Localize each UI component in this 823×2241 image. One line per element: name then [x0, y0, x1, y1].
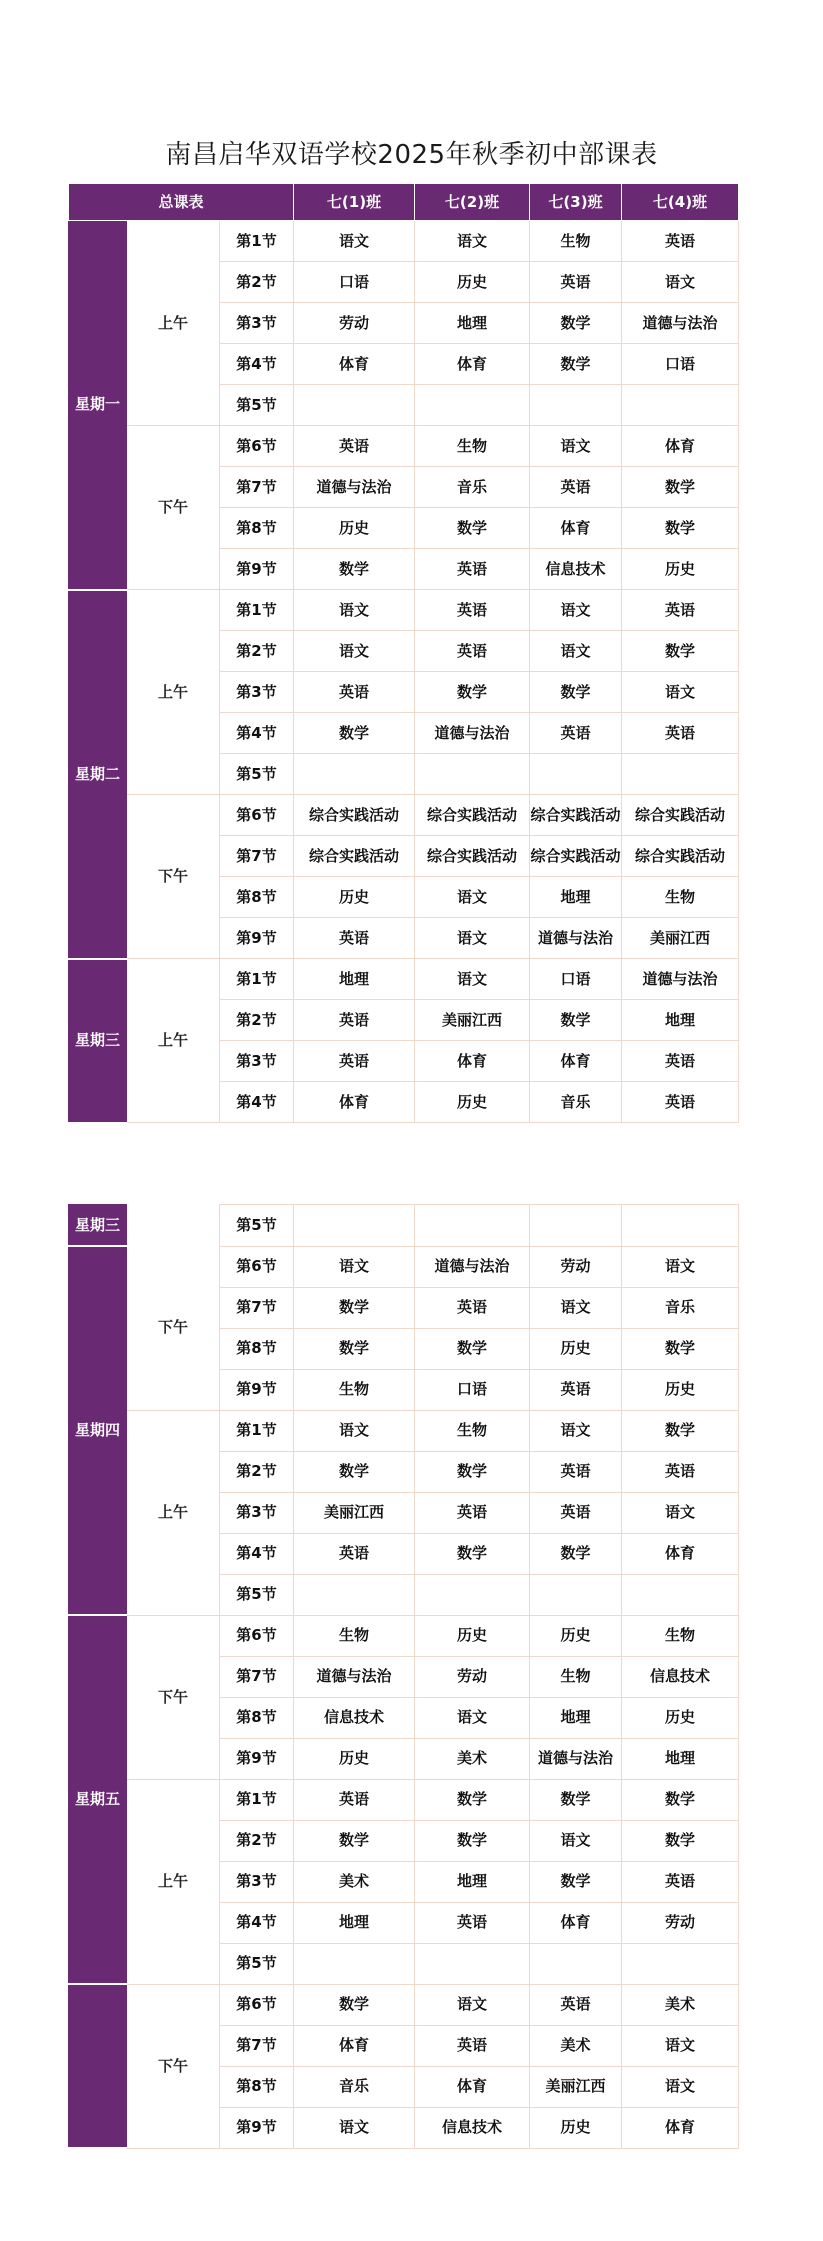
course-cell: 英语	[294, 426, 415, 467]
course-cell: 信息技术	[622, 1656, 739, 1697]
day-label	[69, 1984, 127, 2148]
course-cell: 综合实践活动	[415, 836, 530, 877]
period-label: 第6节	[220, 1984, 294, 2025]
course-cell: 地理	[530, 877, 622, 918]
course-cell: 劳动	[622, 1902, 739, 1943]
course-cell: 音乐	[294, 2066, 415, 2107]
course-cell	[530, 385, 622, 426]
session-label: 下午	[127, 1246, 220, 1410]
period-label: 第3节	[220, 672, 294, 713]
course-cell: 体育	[294, 1082, 415, 1123]
course-cell: 历史	[294, 508, 415, 549]
period-label: 第2节	[220, 1820, 294, 1861]
session-label: 上午	[127, 1779, 220, 1984]
course-cell: 数学	[415, 1328, 530, 1369]
course-cell: 道德与法治	[415, 1246, 530, 1287]
course-cell: 音乐	[415, 467, 530, 508]
course-cell: 数学	[530, 1000, 622, 1041]
table-row	[69, 1246, 739, 1287]
course-cell	[294, 1574, 415, 1615]
header-corner: 总课表	[69, 184, 294, 221]
course-cell: 语文	[294, 1246, 415, 1287]
course-cell: 劳动	[415, 1656, 530, 1697]
course-cell: 体育	[294, 2025, 415, 2066]
table-row	[69, 795, 739, 836]
course-cell: 英语	[622, 221, 739, 262]
table-row	[69, 426, 739, 467]
course-cell: 数学	[622, 1779, 739, 1820]
day-label: 星期五	[69, 1615, 127, 1984]
course-cell: 语文	[530, 1820, 622, 1861]
course-cell: 生物	[415, 1410, 530, 1451]
course-cell: 英语	[622, 1041, 739, 1082]
course-cell: 美术	[294, 1861, 415, 1902]
period-label: 第8节	[220, 877, 294, 918]
course-cell: 口语	[622, 344, 739, 385]
course-cell: 地理	[622, 1738, 739, 1779]
course-cell: 美术	[530, 2025, 622, 2066]
table-row	[69, 959, 739, 1000]
course-cell: 语文	[415, 918, 530, 959]
course-cell: 语文	[415, 877, 530, 918]
course-cell: 英语	[294, 1533, 415, 1574]
course-cell: 道德与法治	[294, 467, 415, 508]
course-cell: 语文	[622, 1246, 739, 1287]
period-label: 第5节	[220, 385, 294, 426]
course-cell	[415, 385, 530, 426]
course-cell: 道德与法治	[530, 918, 622, 959]
period-label: 第3节	[220, 1861, 294, 1902]
period-label: 第3节	[220, 303, 294, 344]
course-cell: 英语	[622, 1082, 739, 1123]
course-cell: 数学	[294, 549, 415, 590]
period-label: 第8节	[220, 1697, 294, 1738]
timetable-part-1	[68, 183, 739, 1124]
course-cell: 英语	[622, 1861, 739, 1902]
course-cell: 历史	[415, 1615, 530, 1656]
course-cell: 数学	[415, 1820, 530, 1861]
day-label: 星期三	[69, 959, 127, 1123]
course-cell: 数学	[622, 1410, 739, 1451]
course-cell: 综合实践活动	[294, 836, 415, 877]
course-cell: 劳动	[294, 303, 415, 344]
course-cell	[622, 1574, 739, 1615]
course-cell: 英语	[415, 590, 530, 631]
period-label: 第1节	[220, 221, 294, 262]
course-cell: 地理	[622, 1000, 739, 1041]
class-header: 七(2)班	[415, 184, 530, 221]
course-cell: 英语	[294, 1041, 415, 1082]
course-cell: 数学	[294, 1451, 415, 1492]
course-cell: 英语	[530, 1984, 622, 2025]
period-label: 第4节	[220, 1533, 294, 1574]
table-row	[69, 1615, 739, 1656]
course-cell	[294, 1943, 415, 1984]
session-label: 下午	[127, 1615, 220, 1779]
course-cell: 美丽江西	[294, 1492, 415, 1533]
class-header: 七(4)班	[622, 184, 739, 221]
period-label: 第3节	[220, 1492, 294, 1533]
class-header: 七(3)班	[530, 184, 622, 221]
period-label: 第7节	[220, 467, 294, 508]
course-cell: 体育	[530, 1041, 622, 1082]
course-cell	[622, 1943, 739, 1984]
session-label: 上午	[127, 590, 220, 795]
course-cell: 道德与法治	[415, 713, 530, 754]
course-cell: 历史	[622, 1369, 739, 1410]
course-cell: 语文	[530, 426, 622, 467]
period-label: 第2节	[220, 262, 294, 303]
course-cell: 英语	[294, 1000, 415, 1041]
course-cell: 数学	[622, 1328, 739, 1369]
course-cell	[622, 754, 739, 795]
course-cell: 美丽江西	[622, 918, 739, 959]
timetable-part-2	[68, 1204, 739, 2149]
day-label: 星期二	[69, 590, 127, 959]
course-cell: 生物	[530, 1656, 622, 1697]
course-cell: 语文	[415, 1697, 530, 1738]
course-cell: 数学	[415, 672, 530, 713]
course-cell: 数学	[294, 1984, 415, 2025]
course-cell: 综合实践活动	[530, 795, 622, 836]
period-label: 第9节	[220, 1738, 294, 1779]
table-row	[69, 1984, 739, 2025]
course-cell: 历史	[530, 1615, 622, 1656]
table-row	[69, 590, 739, 631]
course-cell: 口语	[294, 262, 415, 303]
course-cell: 数学	[294, 1328, 415, 1369]
course-cell: 综合实践活动	[530, 836, 622, 877]
course-cell: 体育	[530, 508, 622, 549]
course-cell	[530, 1205, 622, 1247]
course-cell: 地理	[294, 1902, 415, 1943]
course-cell: 语文	[294, 1410, 415, 1451]
course-cell: 语文	[622, 2025, 739, 2066]
table-row	[69, 1410, 739, 1451]
course-cell: 体育	[415, 1041, 530, 1082]
course-cell: 口语	[530, 959, 622, 1000]
course-cell: 综合实践活动	[294, 795, 415, 836]
course-cell: 英语	[415, 1287, 530, 1328]
course-cell: 信息技术	[415, 2107, 530, 2148]
course-cell: 综合实践活动	[415, 795, 530, 836]
course-cell	[294, 385, 415, 426]
course-cell: 数学	[415, 1451, 530, 1492]
course-cell	[294, 754, 415, 795]
table-row	[69, 221, 739, 262]
course-cell: 地理	[294, 959, 415, 1000]
course-cell: 数学	[294, 1820, 415, 1861]
period-label: 第5节	[220, 754, 294, 795]
course-cell: 美术	[415, 1738, 530, 1779]
course-cell: 语文	[622, 2066, 739, 2107]
course-cell: 语文	[294, 221, 415, 262]
period-label: 第7节	[220, 1287, 294, 1328]
session-label: 上午	[127, 1410, 220, 1615]
course-cell: 综合实践活动	[622, 836, 739, 877]
course-cell: 数学	[415, 508, 530, 549]
course-cell	[294, 1205, 415, 1247]
course-cell: 数学	[622, 631, 739, 672]
course-cell: 语文	[294, 590, 415, 631]
course-cell: 地理	[415, 303, 530, 344]
course-cell: 生物	[530, 221, 622, 262]
course-cell: 英语	[530, 713, 622, 754]
period-label: 第5节	[220, 1574, 294, 1615]
course-cell: 信息技术	[294, 1697, 415, 1738]
course-cell	[415, 1574, 530, 1615]
course-cell: 生物	[294, 1369, 415, 1410]
course-cell: 历史	[294, 1738, 415, 1779]
course-cell: 音乐	[622, 1287, 739, 1328]
period-label: 第5节	[220, 1205, 294, 1247]
day-label: 星期三	[69, 1205, 127, 1247]
course-cell: 语文	[415, 221, 530, 262]
course-cell: 语文	[530, 1410, 622, 1451]
course-cell: 数学	[530, 344, 622, 385]
course-cell: 英语	[415, 631, 530, 672]
period-label: 第1节	[220, 590, 294, 631]
course-cell: 美术	[622, 1984, 739, 2025]
course-cell: 数学	[530, 672, 622, 713]
course-cell: 语文	[530, 590, 622, 631]
period-label: 第1节	[220, 959, 294, 1000]
course-cell	[415, 1943, 530, 1984]
course-cell: 体育	[415, 344, 530, 385]
period-label: 第4节	[220, 713, 294, 754]
period-label: 第8节	[220, 1328, 294, 1369]
course-cell: 历史	[530, 2107, 622, 2148]
course-cell: 生物	[622, 1615, 739, 1656]
course-cell: 语文	[294, 631, 415, 672]
course-cell: 英语	[294, 1779, 415, 1820]
course-cell: 英语	[622, 713, 739, 754]
course-cell: 道德与法治	[530, 1738, 622, 1779]
course-cell: 道德与法治	[294, 1656, 415, 1697]
course-cell: 体育	[415, 2066, 530, 2107]
course-cell: 语文	[415, 1984, 530, 2025]
course-cell: 体育	[622, 426, 739, 467]
course-cell: 数学	[294, 1287, 415, 1328]
course-cell	[530, 754, 622, 795]
course-cell: 英语	[530, 1369, 622, 1410]
period-label: 第7节	[220, 1656, 294, 1697]
course-cell: 体育	[294, 344, 415, 385]
course-cell	[622, 385, 739, 426]
course-cell: 英语	[622, 1451, 739, 1492]
course-cell: 历史	[415, 262, 530, 303]
course-cell: 英语	[294, 672, 415, 713]
course-cell: 道德与法治	[622, 959, 739, 1000]
course-cell: 体育	[530, 1902, 622, 1943]
course-cell: 体育	[622, 1533, 739, 1574]
period-label: 第9节	[220, 918, 294, 959]
course-cell: 英语	[530, 1451, 622, 1492]
course-cell	[415, 1205, 530, 1247]
course-cell: 历史	[622, 1697, 739, 1738]
course-cell: 生物	[622, 877, 739, 918]
course-cell: 英语	[622, 590, 739, 631]
course-cell: 历史	[294, 877, 415, 918]
period-label: 第9节	[220, 2107, 294, 2148]
session-label: 上午	[127, 221, 220, 426]
period-label: 第7节	[220, 2025, 294, 2066]
period-label: 第2节	[220, 1451, 294, 1492]
course-cell: 体育	[622, 2107, 739, 2148]
course-cell: 英语	[415, 1902, 530, 1943]
period-label: 第2节	[220, 631, 294, 672]
course-cell: 英语	[415, 2025, 530, 2066]
course-cell: 英语	[294, 918, 415, 959]
period-label: 第6节	[220, 795, 294, 836]
table-row	[69, 1205, 739, 1247]
course-cell: 数学	[622, 1820, 739, 1861]
course-cell: 劳动	[530, 1246, 622, 1287]
session-label: 下午	[127, 795, 220, 959]
course-cell: 道德与法治	[622, 303, 739, 344]
session-label	[127, 1205, 220, 1247]
course-cell: 历史	[530, 1328, 622, 1369]
course-cell: 地理	[530, 1697, 622, 1738]
period-label: 第7节	[220, 836, 294, 877]
period-label: 第6节	[220, 1615, 294, 1656]
course-cell: 语文	[415, 959, 530, 1000]
page-title: 南昌启华双语学校2025年秋季初中部课表	[165, 140, 658, 170]
course-cell: 英语	[530, 262, 622, 303]
period-label: 第1节	[220, 1410, 294, 1451]
period-label: 第1节	[220, 1779, 294, 1820]
course-cell: 语文	[294, 2107, 415, 2148]
course-cell: 数学	[294, 713, 415, 754]
period-label: 第4节	[220, 1082, 294, 1123]
table-row	[69, 1779, 739, 1820]
course-cell: 英语	[530, 1492, 622, 1533]
course-cell: 数学	[530, 1533, 622, 1574]
course-cell: 历史	[622, 549, 739, 590]
course-cell: 数学	[415, 1779, 530, 1820]
course-cell	[622, 1205, 739, 1247]
session-label: 下午	[127, 426, 220, 590]
period-label: 第6节	[220, 1246, 294, 1287]
course-cell: 信息技术	[530, 549, 622, 590]
period-label: 第3节	[220, 1041, 294, 1082]
course-cell: 语文	[622, 262, 739, 303]
course-cell: 综合实践活动	[622, 795, 739, 836]
header-row	[69, 184, 739, 221]
period-label: 第9节	[220, 549, 294, 590]
period-label: 第6节	[220, 426, 294, 467]
period-label: 第8节	[220, 508, 294, 549]
course-cell: 语文	[530, 1287, 622, 1328]
course-cell: 音乐	[530, 1082, 622, 1123]
course-cell: 地理	[415, 1861, 530, 1902]
period-label: 第5节	[220, 1943, 294, 1984]
class-header: 七(1)班	[294, 184, 415, 221]
session-label: 下午	[127, 1984, 220, 2148]
course-cell: 美丽江西	[530, 2066, 622, 2107]
course-cell: 数学	[530, 1779, 622, 1820]
course-cell: 语文	[622, 672, 739, 713]
session-label: 上午	[127, 959, 220, 1123]
course-cell: 英语	[415, 549, 530, 590]
course-cell: 数学	[415, 1533, 530, 1574]
period-label: 第4节	[220, 344, 294, 385]
course-cell: 美丽江西	[415, 1000, 530, 1041]
course-cell: 数学	[530, 1861, 622, 1902]
course-cell: 生物	[294, 1615, 415, 1656]
course-cell	[415, 754, 530, 795]
course-cell: 生物	[415, 426, 530, 467]
course-cell: 数学	[530, 303, 622, 344]
period-label: 第4节	[220, 1902, 294, 1943]
course-cell: 口语	[415, 1369, 530, 1410]
day-label: 星期四	[69, 1246, 127, 1615]
course-cell: 数学	[622, 467, 739, 508]
course-cell	[530, 1943, 622, 1984]
period-label: 第2节	[220, 1000, 294, 1041]
course-cell: 英语	[530, 467, 622, 508]
period-label: 第8节	[220, 2066, 294, 2107]
day-label: 星期一	[69, 221, 127, 590]
course-cell: 英语	[415, 1492, 530, 1533]
course-cell: 语文	[530, 631, 622, 672]
course-cell: 数学	[622, 508, 739, 549]
period-label: 第9节	[220, 1369, 294, 1410]
course-cell: 历史	[415, 1082, 530, 1123]
course-cell	[530, 1574, 622, 1615]
course-cell: 语文	[622, 1492, 739, 1533]
